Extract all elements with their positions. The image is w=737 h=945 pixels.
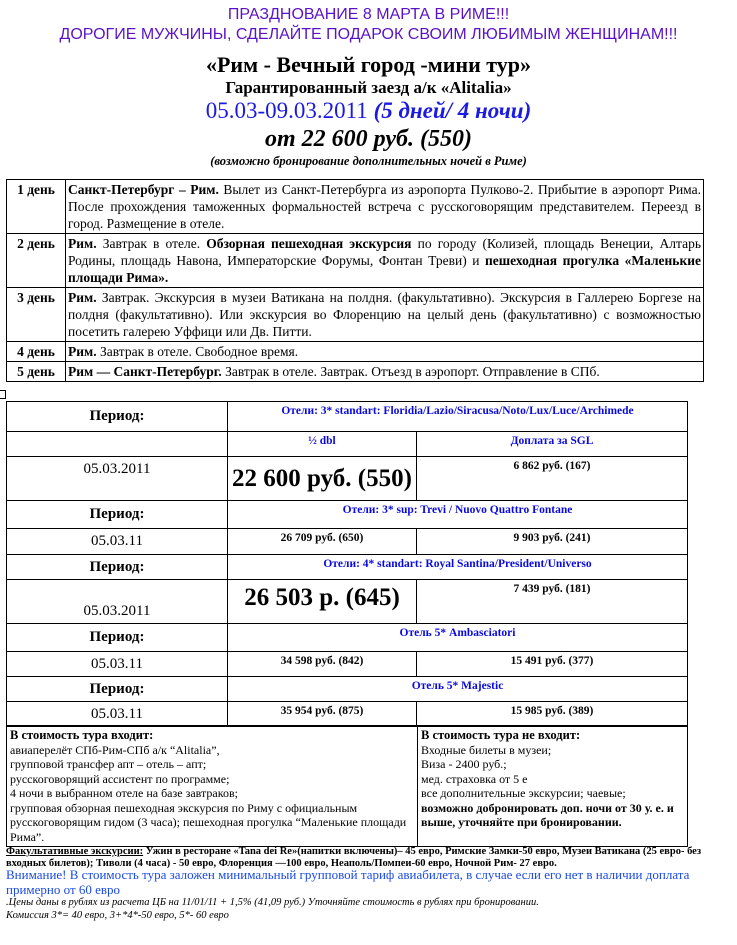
day-label: 5 день bbox=[7, 362, 66, 382]
price-dbl: 26 503 р. (645) bbox=[228, 580, 417, 624]
period-label: Период: bbox=[7, 402, 228, 432]
tour-title: «Рим - Вечный город -мини тур» bbox=[205, 52, 531, 77]
day-label: 1 день bbox=[7, 180, 66, 234]
table-anchor-marker bbox=[0, 390, 6, 399]
tour-date-range: 05.03-09.03.2011 bbox=[205, 98, 368, 123]
price-sgl: 15 985 руб. (389) bbox=[417, 702, 688, 727]
inclusions-table bbox=[6, 725, 688, 847]
price-sgl: 7 439 руб. (181) bbox=[417, 580, 688, 624]
price-dbl: 34 598 руб. (842) bbox=[228, 652, 417, 677]
hotel-category: Отель 5* Ambasciatori bbox=[228, 624, 688, 652]
day-text: Завтрак в отеле. bbox=[96, 236, 207, 251]
day-text: Завтрак в отеле. Свободное время. bbox=[96, 344, 299, 359]
itinerary-row bbox=[7, 234, 704, 288]
period-date: 05.03.2011 bbox=[7, 580, 228, 624]
not-included-item: Входные билеты в музеи; bbox=[421, 742, 552, 757]
day-title: Рим — Санкт-Петербург. bbox=[68, 364, 222, 379]
day-text: Завтрак в отеле. Завтрак. Отъезд в аэропорт. Отправление в СПб. bbox=[221, 364, 600, 379]
itinerary-table bbox=[6, 179, 704, 382]
price-group-header bbox=[7, 555, 688, 580]
price-group-header bbox=[7, 402, 688, 432]
period-label: Период: bbox=[7, 555, 228, 580]
column-header-sgl: Доплата за SGL bbox=[417, 432, 688, 457]
day-description bbox=[66, 234, 704, 288]
price-column-headers bbox=[7, 432, 688, 457]
price-row bbox=[7, 457, 688, 501]
price-table bbox=[6, 401, 688, 727]
price-dbl: 35 954 руб. (875) bbox=[228, 702, 417, 727]
period-date: 05.03.11 bbox=[7, 529, 228, 555]
period-date: 05.03.2011 bbox=[7, 457, 228, 501]
tour-dates bbox=[0, 97, 737, 125]
itinerary-row bbox=[7, 288, 704, 342]
itinerary-row bbox=[7, 362, 704, 382]
extra-nights-note: возможно добронировать доп. ночи от 30 у. е. и выше, уточняйте при бронировании. bbox=[421, 800, 674, 829]
price-group-header bbox=[7, 501, 688, 529]
day-text: Завтрак. Экскурсия в музеи Ватикана на полдня. (факультативно). Экскурсия в Галлерею Боргезе на полдня (факультативно). Или экскурсия во Флоренцию на целый день (факультативно) с возможностью посетить галерею Уффици или Дв. Питти. bbox=[68, 290, 701, 339]
period-label: Период: bbox=[7, 624, 228, 652]
not-included-title: В стоимость тура не входит: bbox=[421, 728, 581, 742]
period-label: Период: bbox=[7, 501, 228, 529]
price-group-header bbox=[7, 624, 688, 652]
day-title: Рим. bbox=[68, 344, 97, 359]
day-title: Санкт-Петербург – Рим. bbox=[68, 182, 219, 197]
day-title: Рим. bbox=[68, 236, 97, 251]
included-title: В стоимость тура входит: bbox=[10, 728, 154, 742]
price-row bbox=[7, 529, 688, 555]
included-item: групповой трансфер апт – отель – апт; bbox=[10, 757, 207, 771]
commission-note: Комиссия 3*= 40 евро, 3+*4*-50 евро, 5*- 60 евро bbox=[6, 910, 229, 921]
promo-headline: ПРАЗДНОВАНИЕ 8 МАРТА В РИМЕ!!! bbox=[227, 6, 510, 23]
day-text: Вылет из Санкт-Петербурга из аэропорта Пулково-2. Прибытие в аэропорт Рима. После прохождения таможенных формальностей встреча с русскоговорящим представителем. Переезд в город. Размещение в отеле. bbox=[68, 182, 701, 231]
price-sgl: 15 491 руб. (377) bbox=[417, 652, 688, 677]
currency-note: .Цены даны в рублях из расчета ЦБ на 11/01/11 + 1,5% (41,09 руб.) Уточняйте стоимость в рублях при бронировании. bbox=[6, 897, 539, 908]
day-label: 3 день bbox=[7, 288, 66, 342]
period-date: 05.03.11 bbox=[7, 702, 228, 727]
promo-subheadline: ДОРОГИЕ МУЖЧИНЫ, СДЕЛАЙТЕ ПОДАРОК СВОИМ ЛЮБИМЫМ ЖЕНЩИНАМ!!! bbox=[59, 26, 678, 43]
price-row bbox=[7, 580, 688, 624]
price-sgl: 6 862 руб. (167) bbox=[417, 457, 688, 501]
price-group-header bbox=[7, 677, 688, 702]
included-cell bbox=[7, 726, 418, 847]
not-included-item: все дополнительные экскурсии; чаевые; bbox=[421, 786, 626, 800]
day-title: Рим. bbox=[68, 290, 97, 305]
hotel-category: Отели: 3* sup: Trevi / Nuovo Quattro Fontane bbox=[228, 501, 688, 529]
hotel-category: Отель 5* Majestic bbox=[228, 677, 688, 702]
day-description bbox=[66, 180, 704, 234]
tour-extra-nights-note: (возможно бронирование дополнительных ночей в Риме) bbox=[210, 154, 527, 168]
not-included-cell bbox=[418, 726, 688, 847]
empty-cell bbox=[7, 432, 228, 457]
hotel-category: Отели: 3* standart: Floridia/Lazio/Siracusa/Noto/Lux/Luce/Archimede bbox=[228, 402, 688, 432]
day-description bbox=[66, 342, 704, 362]
price-row bbox=[7, 702, 688, 727]
included-item: групповая обзорная пешеходная экскурсия по Риму с официальным русскоговорящим гидом (3 часа); пешеходная прогулка “Маленькие площади Рима”. bbox=[10, 800, 407, 844]
not-included-item: Виза - 2400 руб.; bbox=[421, 757, 507, 771]
price-dbl: 22 600 руб. (550) bbox=[228, 457, 417, 501]
included-item: русскоговорящий ассистент по программе; bbox=[10, 771, 230, 786]
itinerary-row bbox=[7, 342, 704, 362]
day-text: по городу (Колизей, площадь Венеции, Алтарь Родины, площадь Навона, Императорские Форумы, Фонтан Треви) и bbox=[68, 236, 701, 268]
tour-subtitle: Гарантированный заезд а/к «Alitalia» bbox=[225, 78, 512, 97]
period-date: 05.03.11 bbox=[7, 652, 228, 677]
column-header-dbl: ½ dbl bbox=[228, 432, 417, 457]
day-description bbox=[66, 288, 704, 342]
included-item: 4 ночи в выбранном отеле на базе завтраков; bbox=[10, 786, 238, 800]
included-item: авиаперелёт СПб-Рим-СПб а/к “Alitalia”, bbox=[10, 742, 220, 757]
day-label: 2 день bbox=[7, 234, 66, 288]
not-included-item: мед. страховка от 5 е bbox=[421, 771, 528, 786]
airfare-warning: Внимание! В стоимость тура заложен минимальный групповой тариф авиабилета, в случае если его нет в наличии доплата примерно от 60 евро bbox=[6, 867, 690, 897]
tour-duration: (5 дней/ 4 ночи) bbox=[373, 98, 532, 123]
optional-excursions-label: Факультативные экскурсии: bbox=[6, 846, 144, 857]
day-label: 4 день bbox=[7, 342, 66, 362]
price-dbl: 26 709 руб. (650) bbox=[228, 529, 417, 555]
period-label: Период: bbox=[7, 677, 228, 702]
day-highlight: пешеходная прогулка «Маленькие площади Рима». bbox=[68, 253, 701, 285]
price-sgl: 9 903 руб. (241) bbox=[417, 529, 688, 555]
tour-price-from: от 22 600 руб. (550) bbox=[265, 126, 472, 152]
hotel-category: Отели: 4* standart: Royal Santina/President/Universo bbox=[228, 555, 688, 580]
day-description bbox=[66, 362, 704, 382]
itinerary-row bbox=[7, 180, 704, 234]
price-row bbox=[7, 652, 688, 677]
day-highlight: Обзорная пешеходная экскурсия bbox=[206, 236, 412, 251]
optional-excursions-text: Ужин в ресторане «Tana dei Re»(напитки включены)– 45 евро, Римские Замки-50 евро, Музеи Ватикана (25 евро- без входных билетов); Тиволи (4 часа) - 50 евро, Флоренция —100 евро, Неаполь/Помпеи-60 евро, Ночной Рим- 27 евро. bbox=[6, 846, 702, 869]
